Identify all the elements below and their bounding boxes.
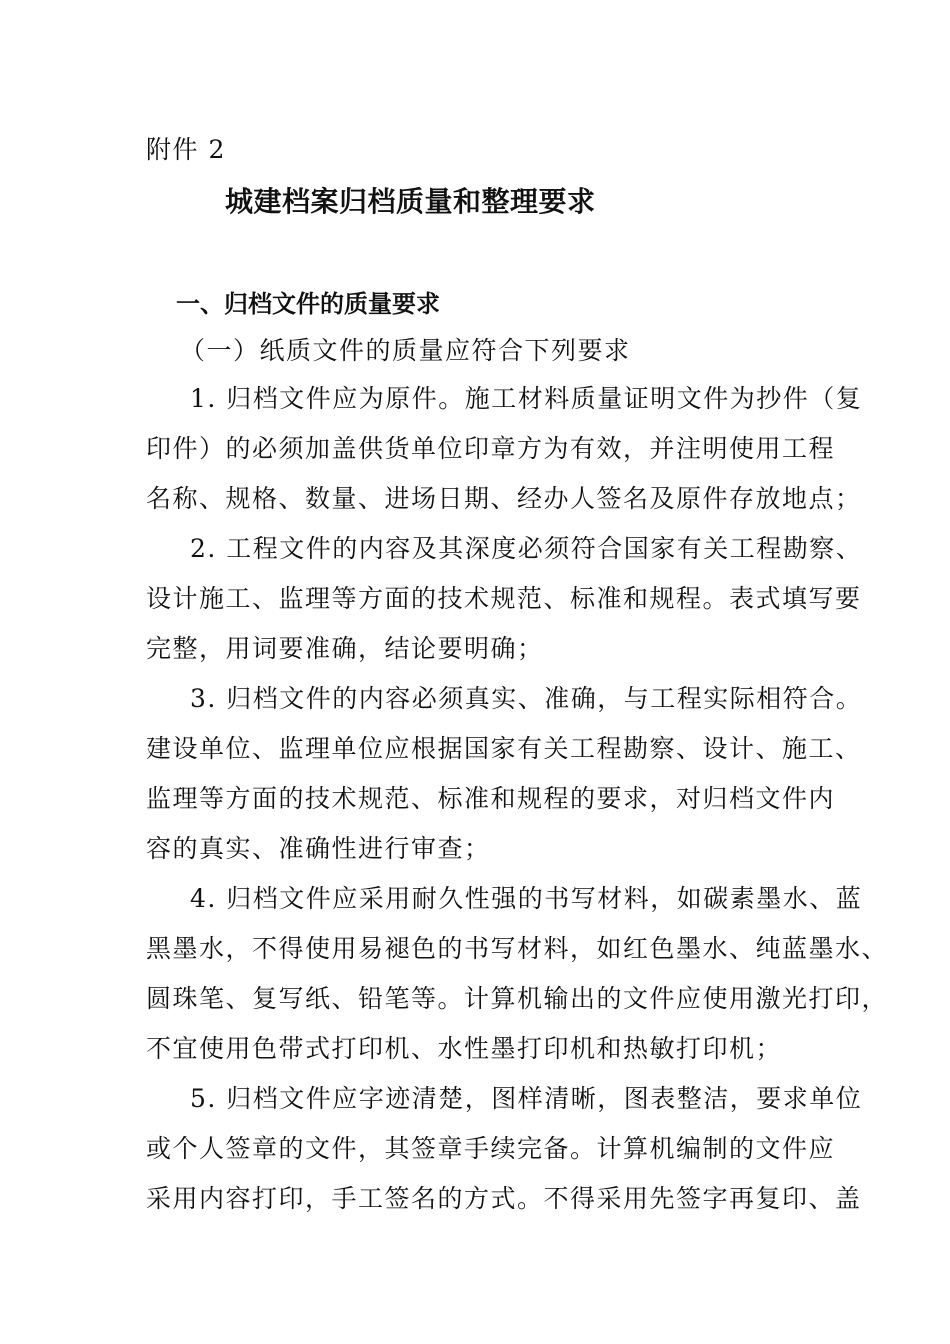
- body-line: 采用内容打印，手工签名的方式。不得采用先签字再复印、盖: [146, 1184, 862, 1213]
- body-line: 监理等方面的技术规范、标准和规程的要求，对归档文件内: [146, 784, 836, 813]
- body-line: 圆珠笔、复写纸、铅笔等。计算机输出的文件应使用激光打印，: [146, 984, 889, 1013]
- subsection-heading: （一）纸质文件的质量应符合下列要求: [180, 336, 631, 365]
- body-line: 不宜使用色带式打印机、水性墨打印机和热敏打印机；: [146, 1034, 783, 1063]
- body-line: 4. 归档文件应采用耐久性强的书写材料，如碳素墨水、蓝: [190, 884, 863, 913]
- body-line: 名称、规格、数量、进场日期、经办人签名及原件存放地点；: [146, 484, 862, 513]
- body-line: 设计施工、监理等方面的技术规范、标准和规程。表式填写要: [146, 584, 862, 613]
- body-line: 印件）的必须加盖供货单位印章方为有效，并注明使用工程: [146, 434, 836, 463]
- body-line: 容的真实、准确性进行审查；: [146, 834, 491, 863]
- body-line: 或个人签章的文件，其签章手续完备。计算机编制的文件应: [146, 1134, 836, 1163]
- body-line: 1. 归档文件应为原件。施工材料质量证明文件为抄件（复: [190, 384, 863, 413]
- body-line: 3. 归档文件的内容必须真实、准确，与工程实际相符合。: [190, 684, 863, 713]
- body-line: 黑墨水，不得使用易褪色的书写材料，如红色墨水、纯蓝墨水、: [146, 934, 889, 963]
- section-heading: 一、归档文件的质量要求: [176, 290, 440, 318]
- body-line: 2. 工程文件的内容及其深度必须符合国家有关工程勘察、: [190, 534, 863, 563]
- document-title: 城建档案归档质量和整理要求: [225, 185, 596, 218]
- attachment-label: 附件 2: [146, 135, 226, 164]
- body-line: 完整，用词要准确，结论要明确；: [146, 634, 544, 663]
- body-line: 建设单位、监理单位应根据国家有关工程勘察、设计、施工、: [146, 734, 862, 763]
- body-line: 5. 归档文件应字迹清楚，图样清晰，图表整洁，要求单位: [190, 1084, 863, 1113]
